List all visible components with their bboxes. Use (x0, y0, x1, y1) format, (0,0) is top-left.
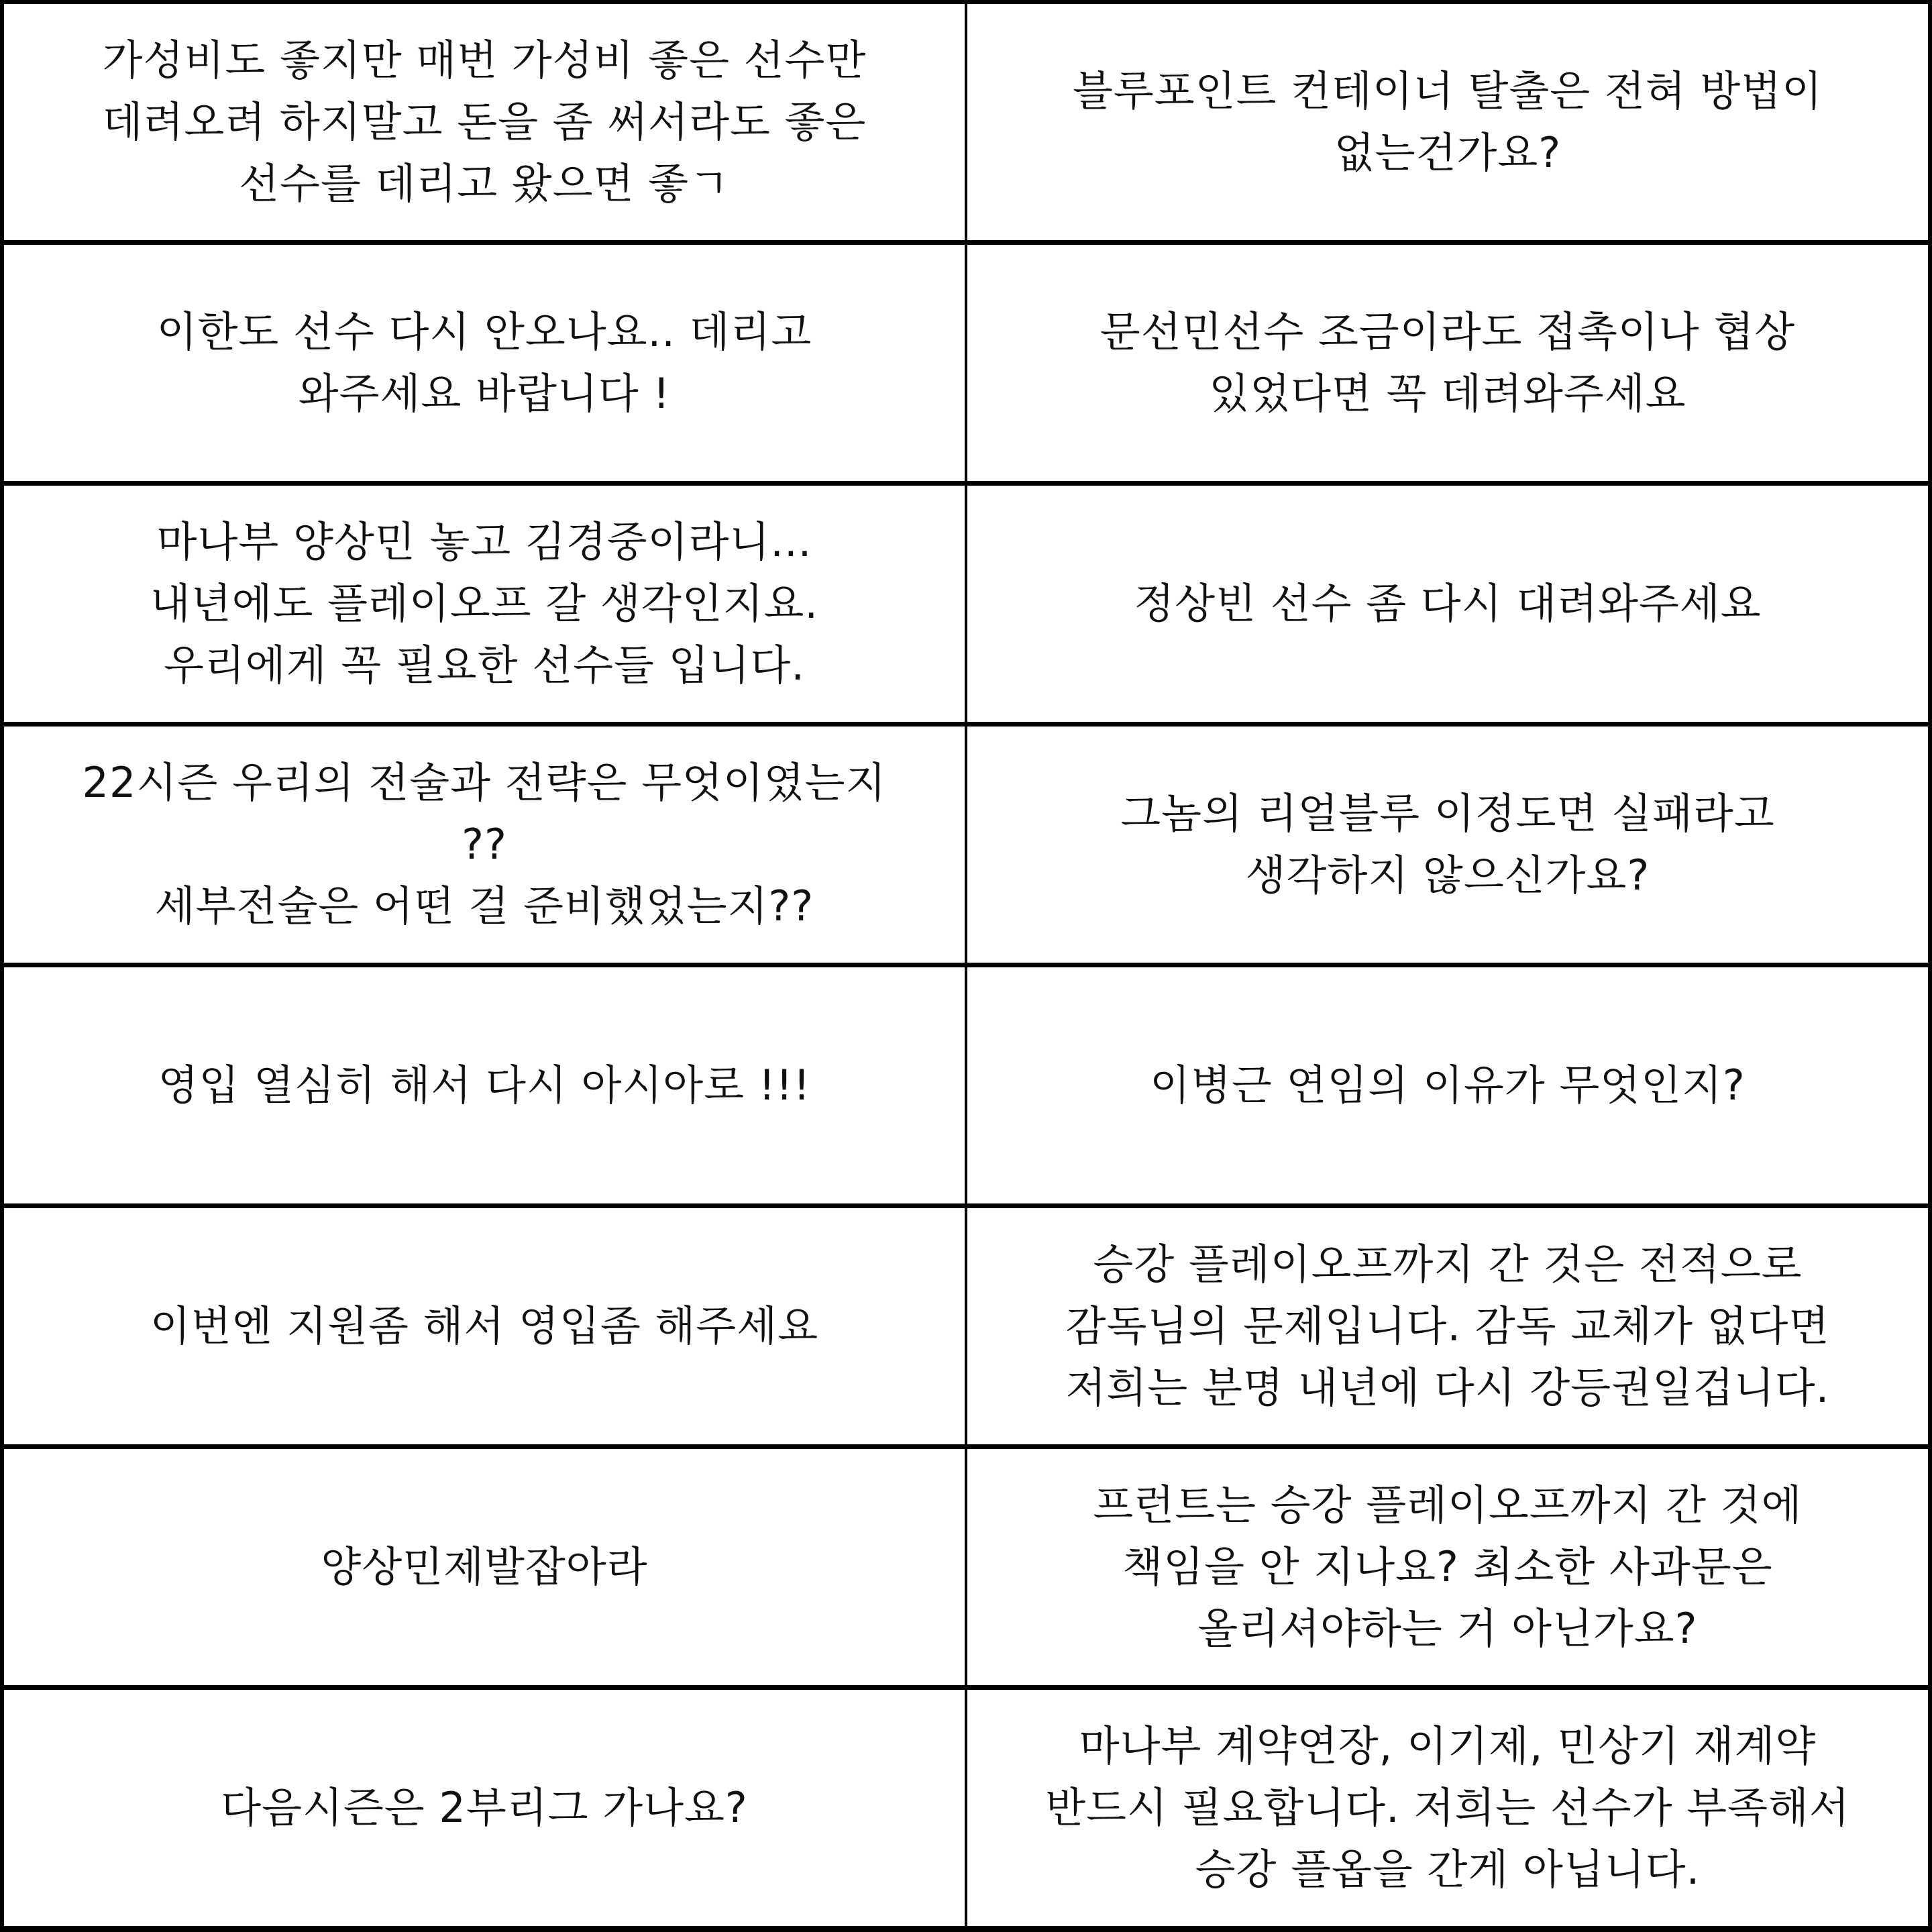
comment-card (967, 245, 1928, 481)
comment-card (967, 967, 1928, 1203)
comment-text: 정상빈 선수 좀 다시 대려와주세요 (1134, 579, 1762, 628)
comment-card (4, 486, 965, 722)
comment-text: 이번엔 지원좀 해서 영입좀 해주세요 (150, 1301, 819, 1350)
comment-card (4, 1449, 965, 1685)
comment-card (4, 967, 965, 1203)
comment-card (4, 4, 965, 240)
comment-text: 문선민선수 조금이라도 접촉이나 협상 있었다면 꼭 데려와주세요 (1099, 307, 1796, 418)
comment-text: 그놈의 리얼블루 이정도면 실패라고 생각하지 않으신가요? (1120, 789, 1775, 900)
comment-text: 22시즌 우리의 전술과 전략은 무엇이였는지 ?? 세부전술은 어떤 걸 준비했었는지?? (82, 758, 887, 930)
comment-text: 프런트는 승강 플레이오프까지 간 것에 책임을 안 지나요? 최소한 사과문은 올리셔야하는 거 아닌가요? (1093, 1481, 1803, 1653)
comment-card (4, 1208, 965, 1444)
comment-card (4, 245, 965, 481)
comment-text: 양상민제발잡아라 (321, 1542, 648, 1591)
comment-card (4, 727, 965, 963)
comment-text: 마나부 양상민 놓고 김경중이라니... 내년에도 플레이오프 갈 생각인지요. 우리에게 꼭 필요한 선수들 입니다. (150, 517, 819, 690)
comment-card (967, 1690, 1928, 1926)
comment-card (967, 727, 1928, 963)
comment-text: 영입 열심히 해서 다시 아시아로 !!! (158, 1061, 811, 1110)
comment-card (967, 1449, 1928, 1685)
comment-text: 이한도 선수 다시 안오나요.. 데리고 와주세요 바랍니다 ! (156, 307, 812, 418)
comment-card (967, 486, 1928, 722)
comment-card (967, 4, 1928, 240)
comment-card (4, 1690, 965, 1926)
comment-text: 이병근 연임의 이유가 무엇인지? (1150, 1061, 1746, 1110)
comment-text: 블루포인트 컨테이너 탈출은 전혀 방법이 없는건가요? (1073, 66, 1823, 177)
comment-text: 다음시즌은 2부리그 가나요? (221, 1783, 748, 1832)
comment-card (967, 1208, 1928, 1444)
comment-text: 승강 플레이오프까지 간 것은 전적으로 감독님의 문제입니다. 감독 교체가 없다면 저희는 분명 내년에 다시 강등권일겁니다. (1065, 1240, 1830, 1412)
comment-text: 가성비도 좋지만 매번 가성비 좋은 선수만 데려오려 하지말고 돈을 좀 써서라도 좋은 선수를 데리고 왔으면 좋ㄱ (102, 36, 867, 208)
comment-text: 마나부 계약연장, 이기제, 민상기 재계약 반드시 필요합니다. 저희는 선수가 부족해서 승강 플옵을 간게 아닙니다. (1045, 1721, 1850, 1894)
